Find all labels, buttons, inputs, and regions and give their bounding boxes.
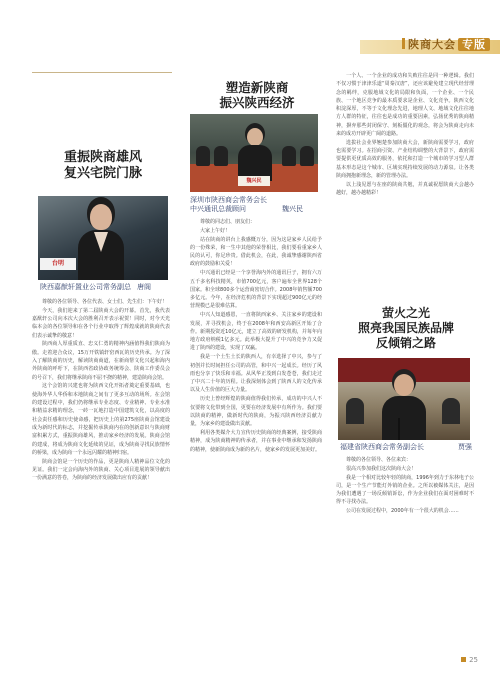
caption-title: 中兴通讯总裁顾问 — [190, 205, 246, 213]
microphone-icon — [398, 418, 400, 440]
paragraph: 尊敬的各位领导、各位代表、女士们、先生们：下午好！ — [42, 299, 168, 305]
middle-speaker-photo — [190, 114, 318, 192]
paragraph: 公司在发展过程中，2000年有一个很大的机会…… — [346, 508, 459, 515]
right-speaker-photo — [338, 358, 470, 440]
paragraph: 我是一个相对比较年轻的陕商，1996年到力于东林电子公司，是一个生产节能灯外销的企业。之所以被媒体关注，是因为我们遭遇了一场反倾销诉讼，作为企业我们在面对困难时不得不寻找办法。 — [336, 474, 474, 506]
paragraph: 我是一个土生土长的陕西人，有幸选择了中兴，参与了初创并长时间担任公司的高管，和中兴一起成长。经历了风雨也分享了快乐和幸福。从风华正茂到白发苍苍，我们走过了中兴二十年的历程。让我深刻体会到了陕西人的文化传承以及人生价值的巨大力量。 — [190, 354, 322, 394]
section-title-text: 陕商大会 — [408, 38, 456, 51]
section-title — [402, 36, 490, 52]
paragraph: 尊敬的同志们、朋友们： — [200, 219, 256, 225]
section-tag: 专版 — [458, 38, 490, 51]
left-headline — [38, 150, 168, 182]
paragraph: 陕商会馆是一个历史的作品，更是陕商人精神品位文化的见证。我们一定会向海内外的陕商、关心项目进展的领导献出一份满意的答卷，为陕商的经济发展做出应有的贡献！ — [32, 458, 170, 482]
left-speaker-photo — [38, 196, 168, 280]
middle-article-body — [190, 218, 322, 454]
paragraph: 很高兴参加我们这次陕商大会！ — [346, 465, 417, 472]
right-headline-line: 反倾销之路 — [375, 336, 436, 350]
page-marker-icon — [461, 657, 466, 662]
right-article-body — [336, 456, 474, 516]
caption-title: 福建省陕西商会常务副会长 — [340, 443, 424, 451]
caption-title: 深圳市陕西商会常务会长 — [190, 196, 267, 204]
caption-title: 陕西嘉猷轩置业公司常务副总 — [40, 283, 131, 291]
name-plate: 台明 — [40, 258, 76, 270]
paragraph: 尊敬的各位领导、各位来宾： — [346, 457, 412, 463]
caption-name: 贾强 — [458, 443, 472, 451]
middle-photo-caption — [190, 196, 320, 214]
paragraph: 这个会馆的兴建也将为陕西文化开拓者奠定重要基础，也使海外华人华侨和本地陕商之间有了更多互动的场所。在会馆的建设过程中，我们仍将继承专业态度、专业精神、专业水准和精益求精的理念，一砖一瓦地打造中国建筑文化，以高度的社会责任感和历史使命感，把历史上的第275座陕商会馆建设成为新时代的标志，并挖掘传承陕商内在的创新意识与陕商财富积累方式，重振陕商雄风，推动家乡经济的发展。陕商会馆的建成，将成为陕商文化延续的见证，成为陕商寻找民族情怀的桥梁，成为陕商一个永远闪耀的精神归宿。 — [32, 383, 170, 456]
title-accent-bar — [402, 38, 405, 49]
middle-headline-line: 振兴陕西经济 — [219, 95, 295, 110]
left-article-body — [32, 298, 170, 483]
paragraph: 大家上午好！ — [200, 227, 231, 234]
paragraph: 选拔社会业界翘楚参加陕商大会，新陕商需要学习，政府也需要学习。在招商引资、产业结构调整的大背景下，政府需要提供更优质高效的服务，依托和打造一个城市的学习型人群基本形态是这个城市、区域实现持续发展的动力源泉。让各类陕商拥抱新理念，新的管理办法。 — [336, 139, 474, 180]
caption-name: 魏兴民 — [282, 205, 303, 213]
paragraph: 中兴人知道感恩，一直将陕西家乡、关注家乡的建设和发展，并寻找机会，终于在2008年和西安高新区开始了合作。新期投资近10亿元，建立了高效的研发机构，并每年向地方政府纳税1亿多元。此举极大提升了中兴的竞争力又促进了陕西的建设，实现了双赢。 — [190, 312, 322, 352]
middle-headline — [192, 80, 322, 110]
right-headline-line: 照亮我国民族品牌 — [357, 321, 454, 335]
left-headline-line: 复兴宅院门脉 — [63, 166, 142, 181]
paragraph: 中兴通讯已经是一个享誉海内外的通讯巨子，拥有六万五千多名科技精英，市值700亿元，客户遍布全世界128个国家。和全球800多个运营商密切合作。2008年销售额700多亿元。今年，在经济危机的背景下实现超过900亿元的经营规模已是很难估算。 — [190, 270, 322, 310]
right-article-continuation — [336, 72, 474, 198]
speaker-figure — [238, 128, 272, 178]
paragraph: 一个人、一个企业的成功和失败往往是同一种逻辑。我们不仅习惯于津津乐道“周秦汉唐”，还应该避免建立现代经营理念的羁绊，克服地域文化的局限和负面，一个企业、一个民族、一个地区竞争的最本质要求是企业、文化竞争。陕西文化积淀深厚，不等于文化理念先进，地理人文、地域文化往往地方人群的特征，往往也是成功的重要因素，弘扬优秀的陕商精神，摒弃那些封闭保守、刻板僵化的观念，将会为陕商走向未来的成功开辟更广阔的道路。 — [336, 73, 474, 138]
caption-name: 唐阁 — [137, 283, 151, 291]
paragraph: 今天，我们迎来了第二届陕商大会的开幕。首先，我代表嘉猷轩公司向本次大会的胜利召开表示祝贺！同时，对今天光临本会的各位领导和在各个行业中取得了辉煌成就的陕商代表们表示诚挚的敬意！ — [32, 307, 170, 339]
page-header — [0, 0, 500, 56]
paragraph: 历史上曾经辉煌的陕商值得我们传承，成功的中兴人不仅要将文化带到全国，更要在经济发展中有所作为。我们要以陕商的精神，做新时代的陕商，为振兴陕西经济贡献力量，为家乡的建设做出贡献。 — [190, 396, 322, 428]
right-headline — [340, 306, 472, 351]
paragraph: 站在陕商的讲台上我感慨万分，因为这是家乡人民给予的一份殊荣，和一生中其他的荣誉相比，我们要看重家乡人民的认可，你足珍贵。借此机会，在此，我诚挚感谢陕西省政府的鼓励和关爱！ — [190, 236, 322, 268]
paragraph: 陕西商人厚重质直、忠义仁勇的精神内涵值得我们陕商为傲。走着迎合众议，15万开铁镇轩窑西瓦的历史传承。为了深入了解陕商的历史，解读陕商商道，在新商帮文化兴起和海内外陕商的呼吁下，在陕西省政协政务统筹会、陕商工作委员会的号召下，我们将继承陕商不屈不挠的精神，建造陕商会馆。 — [32, 341, 170, 381]
paragraph: 以上浅见愿与在座的陕商共勉，并真诚祝愿陕商大会越办越好，越办越精彩！ — [336, 181, 474, 197]
paragraph: 利用各类媒介大力宣传历史陕商的经典案例，接受陕商精神，成为陕商精神的传承者，并在事业中继承和发扬陕商的精神，使新陕商成为新的名片，使家乡的发展更加美好。 — [190, 429, 322, 453]
speaker-figure — [78, 204, 124, 280]
page-number: 25 — [461, 656, 478, 664]
right-headline-line: 萤火之光 — [381, 306, 430, 320]
left-photo-caption — [40, 282, 170, 292]
right-photo-caption — [340, 442, 472, 452]
speaker-figure — [382, 374, 426, 440]
name-plate: 魏兴民 — [238, 176, 270, 186]
middle-headline-line: 塑造新陕商 — [225, 80, 289, 95]
left-headline-line: 重振陕商雄风 — [63, 150, 142, 165]
